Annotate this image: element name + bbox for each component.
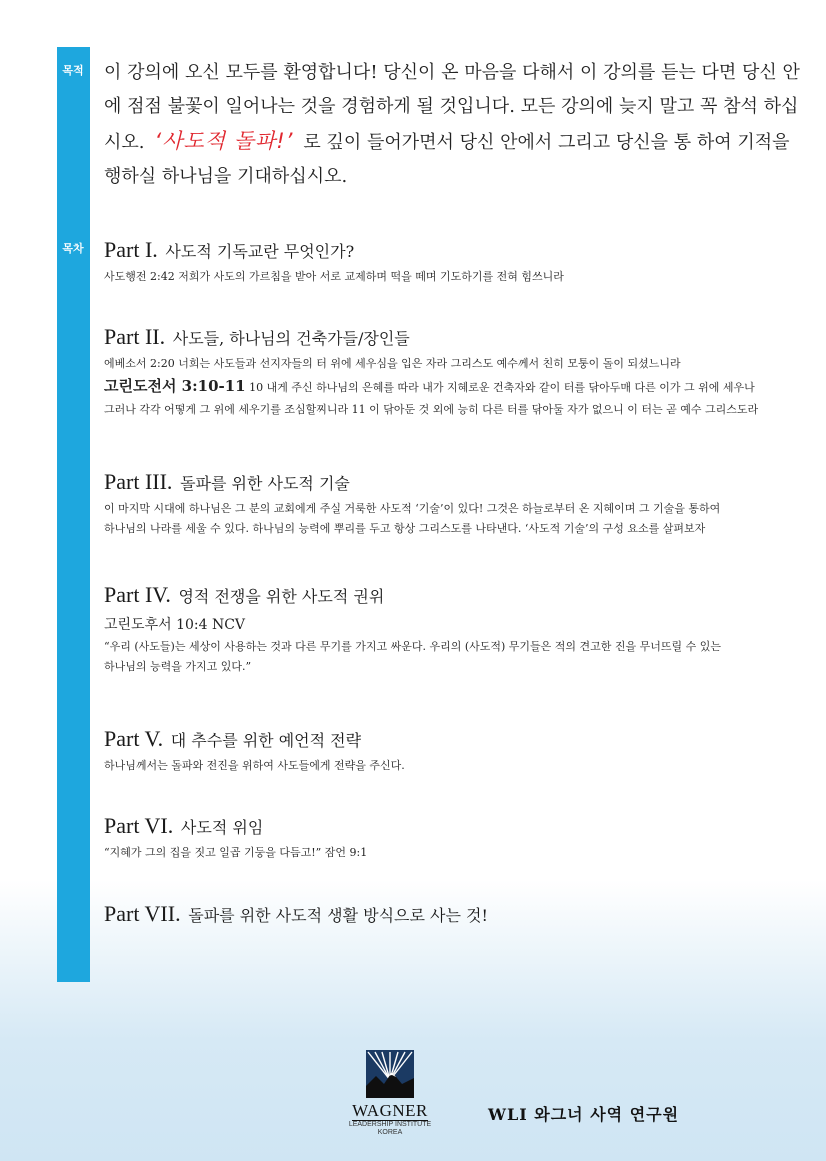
part-name: 돌파를 위한 사도적 생활 방식으로 사는 것!	[188, 906, 488, 925]
part-line: “우리 (사도들)는 세상이 사용하는 것과 다른 무기를 가지고 싸운다. 우리의 (사도적) 무기들은 적의 견고한 진을 무너뜨릴 수 있는	[104, 640, 722, 653]
part-6	[104, 811, 824, 863]
scripture-ref-line	[104, 614, 824, 637]
outline-label: 목차	[62, 242, 84, 255]
scripture-ref: 고린도후서 10:4 NCV	[104, 617, 246, 633]
side-accent-bar	[57, 47, 90, 982]
part-title	[104, 322, 824, 350]
part-number: Part I.	[104, 237, 158, 262]
part-line: 에베소서 2:20 너희는 사도들과 선지자들의 터 위에 세우심을 입은 자라 그리스도 예수께서 친히 모퉁이 돌이 되셨느니라	[104, 357, 681, 370]
part-title	[104, 899, 824, 927]
part-number: Part VI.	[104, 813, 174, 838]
part-title	[104, 580, 824, 608]
part-number: Part VII.	[104, 901, 181, 926]
part-3	[104, 467, 824, 539]
part-line: 하나님께서는 돌파와 전진을 위하여 사도들에게 전략을 주신다.	[104, 759, 405, 772]
part-ref-line	[104, 374, 824, 400]
part-line: “지혜가 그의 집을 짓고 일곱 기둥을 다듬고!” 잠언 9:1	[104, 846, 368, 859]
scripture-text: 10 내게 주신 하나님의 은혜를 따라 내가 지혜로운 건축자와 같이 터를 닦아두매 다른 이가 그 위에 세우나	[249, 381, 755, 394]
part-1	[104, 235, 824, 287]
intro-text-before: 이 강의에 오신 모두를 환영합니다! 당신이 온 마음을 다해서 이 강의를 듣는 다면 당신 안에 점점 불꽃이 일어나는 것을 경험하게 될 것입니다. 모든 강의에 늦지 말고 꼭 참석 하십시오.	[104, 62, 800, 153]
intro-paragraph	[104, 56, 804, 194]
part-4	[104, 580, 824, 677]
part-title	[104, 467, 824, 495]
mountain-logo-icon	[366, 1050, 414, 1098]
wagner-logo	[340, 1050, 440, 1137]
logo-subtitle-country: KOREA	[377, 1129, 403, 1136]
intro-highlight: ‘사도적 돌파!’	[154, 129, 294, 153]
part-title	[104, 724, 824, 752]
scripture-ref: 고린도전서 3:10-11	[104, 377, 246, 395]
part-5	[104, 724, 824, 776]
part-name: 사도적 위임	[180, 818, 264, 837]
purpose-label: 목적	[62, 64, 84, 77]
part-line: 하나님의 능력을 가지고 있다.”	[104, 660, 252, 673]
part-line: 그러나 각각 어떻게 그 위에 세우기를 조심할찌니라 11 이 닦아둔 것 외에 능히 다른 터를 닦아둘 자가 없으니 이 터는 곧 예수 그리스도라	[104, 403, 759, 416]
part-number: Part V.	[104, 726, 164, 751]
part-line: 하나님의 나라를 세울 수 있다. 하나님의 능력에 뿌리를 두고 항상 그리스도를 나타낸다. ‘사도적 기술’의 구성 요소를 살펴보자	[104, 522, 706, 535]
logo-name: WAGNER	[352, 1101, 428, 1120]
part-name: 영적 전쟁을 위한 사도적 권위	[178, 587, 385, 606]
part-2	[104, 322, 824, 420]
part-name: 돌파를 위한 사도적 기술	[180, 474, 350, 493]
part-7	[104, 899, 824, 927]
part-line: 이 마지막 시대에 하나님은 그 분의 교회에게 주실 거룩한 사도적 ‘기술’이 있다! 그것은 하늘로부터 온 지혜이며 그 기술을 통하여	[104, 502, 721, 515]
logo-subtitle: LEADERSHIP INSTITUTE	[348, 1121, 432, 1128]
part-title	[104, 235, 824, 263]
organization-name: WLI 와그너 사역 연구원	[488, 1105, 680, 1124]
part-name: 대 추수를 위한 예언적 전략	[170, 731, 362, 750]
part-title	[104, 811, 824, 839]
part-number: Part II.	[104, 324, 166, 349]
intro-text-after: 로 깊이 들어가면서 당신 안에서 그리고 당신을 통 하여 기적을 행하실 하나님을 기대하십시오.	[104, 132, 790, 187]
part-line: 사도행전 2:42 저희가 사도의 가르침을 받아 서로 교제하며 떡을 떼며 기도하기를 전혀 힘쓰니라	[104, 270, 564, 283]
part-number: Part III.	[104, 469, 173, 494]
part-number: Part IV.	[104, 582, 171, 607]
part-name: 사도들, 하나님의 건축가들/장인들	[172, 329, 410, 348]
part-name: 사도적 기독교란 무엇인가?	[165, 242, 355, 261]
